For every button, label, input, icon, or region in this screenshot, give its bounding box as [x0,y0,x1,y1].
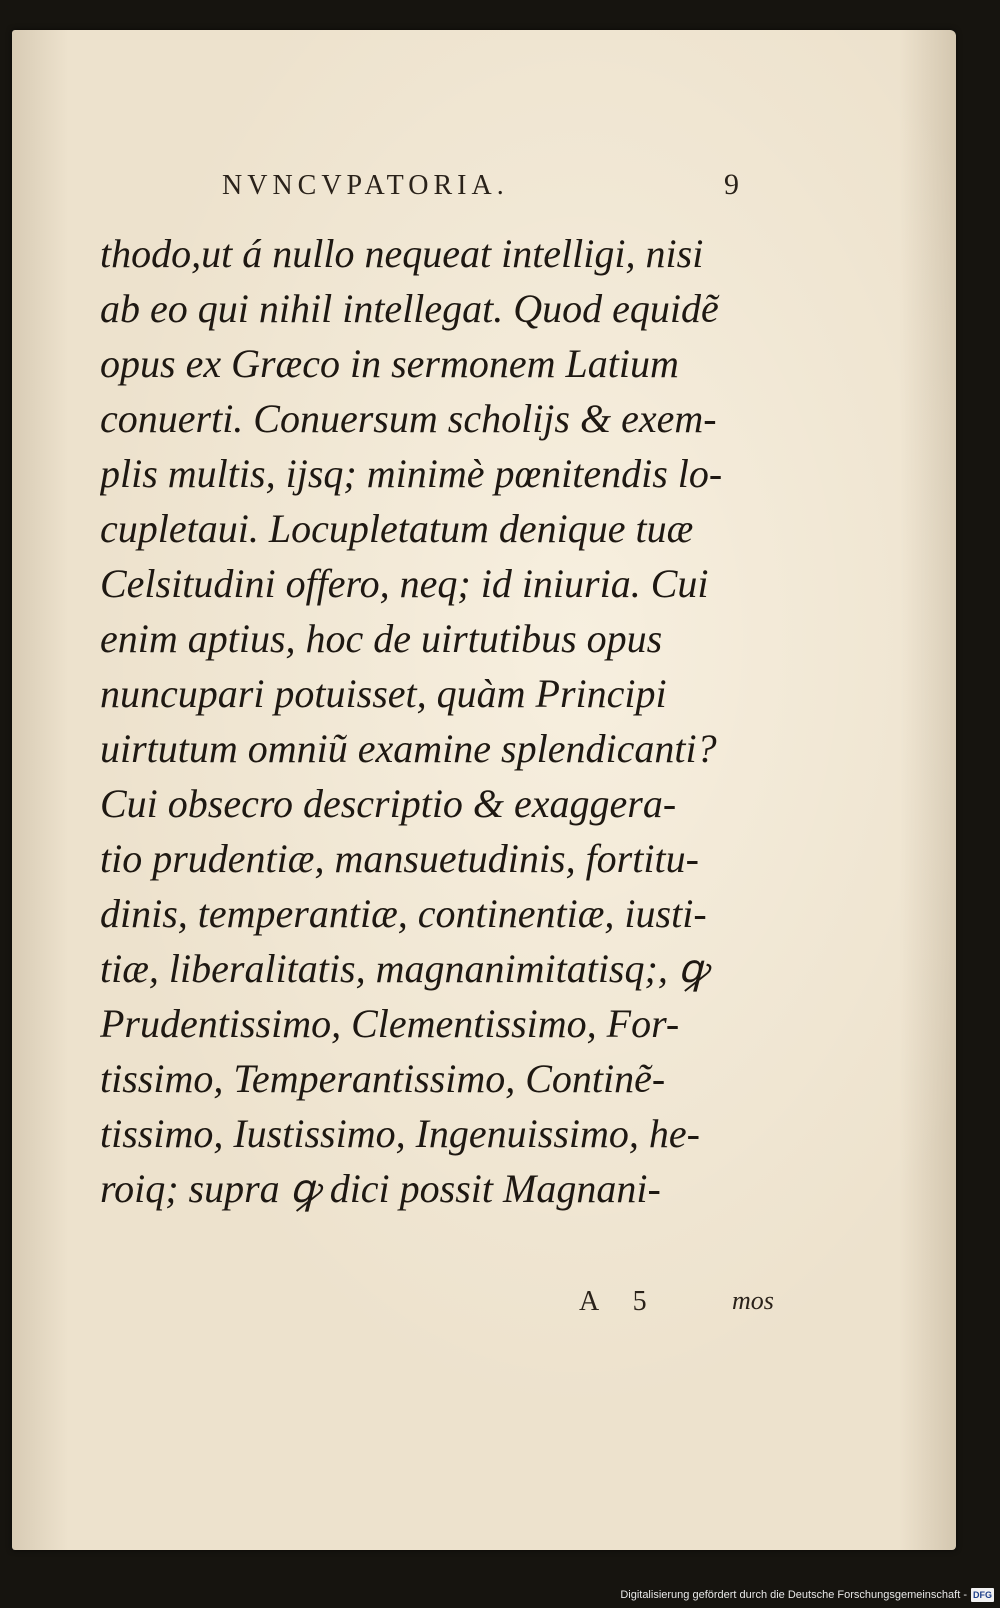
text-line: dinis, temperantiæ, continentiæ, iusti- [100,891,707,936]
text-line: cupletaui. Locupletatum denique tuæ [100,506,694,551]
dfg-logo-icon: DFG [973,1590,992,1600]
text-line: uirtutum omniũ examine splendicanti? [100,726,717,771]
text-line: thodo,ut á nullo nequeat intelligi, nisi [100,231,704,276]
page-number: 9 [724,168,739,201]
credit-text: Digitalisierung gefördert durch die Deutsche Forschungsgemeinschaft - [620,1589,967,1601]
text-line: enim aptius, hoc de uirtutibus opus [100,616,663,661]
text-line: roiq; supra ꝙ dici possit Magnani- [100,1166,661,1211]
text-line: tiæ, liberalitatis, magnanimitatisq;, ꝙ [100,946,708,991]
text-line: ab eo qui nihil intellegat. Quod equidẽ [100,286,719,331]
text-line: Celsitudini offero, neq; id iniuria. Cui [100,561,709,606]
text-line: conuerti. Conuersum scholijs & exem- [100,396,717,441]
book-page [12,30,956,1550]
text-line: tio prudentiæ, mansuetudinis, fortitu- [100,836,699,881]
signature-mark: A 5 [579,1286,661,1317]
text-line: tissimo, Temperantissimo, Continẽ- [100,1056,666,1101]
digitization-credit [620,1586,994,1604]
text-line: plis multis, ijsq; minimè pœnitendis lo- [100,451,723,496]
text-line: Prudentissimo, Clementissimo, For- [100,1001,680,1046]
text-block [100,226,780,1216]
text-line: nuncupari potuisset, quàm Principi [100,671,667,716]
text-line: Cui obsecro descriptio & exaggera- [100,781,677,826]
catchword: mos [732,1286,774,1315]
text-line: opus ex Græco in sermonem Latium [100,341,679,386]
text-line: tissimo, Iustissimo, Ingenuissimo, he- [100,1111,700,1156]
running-head: NVNCVPATORIA. [222,170,509,201]
